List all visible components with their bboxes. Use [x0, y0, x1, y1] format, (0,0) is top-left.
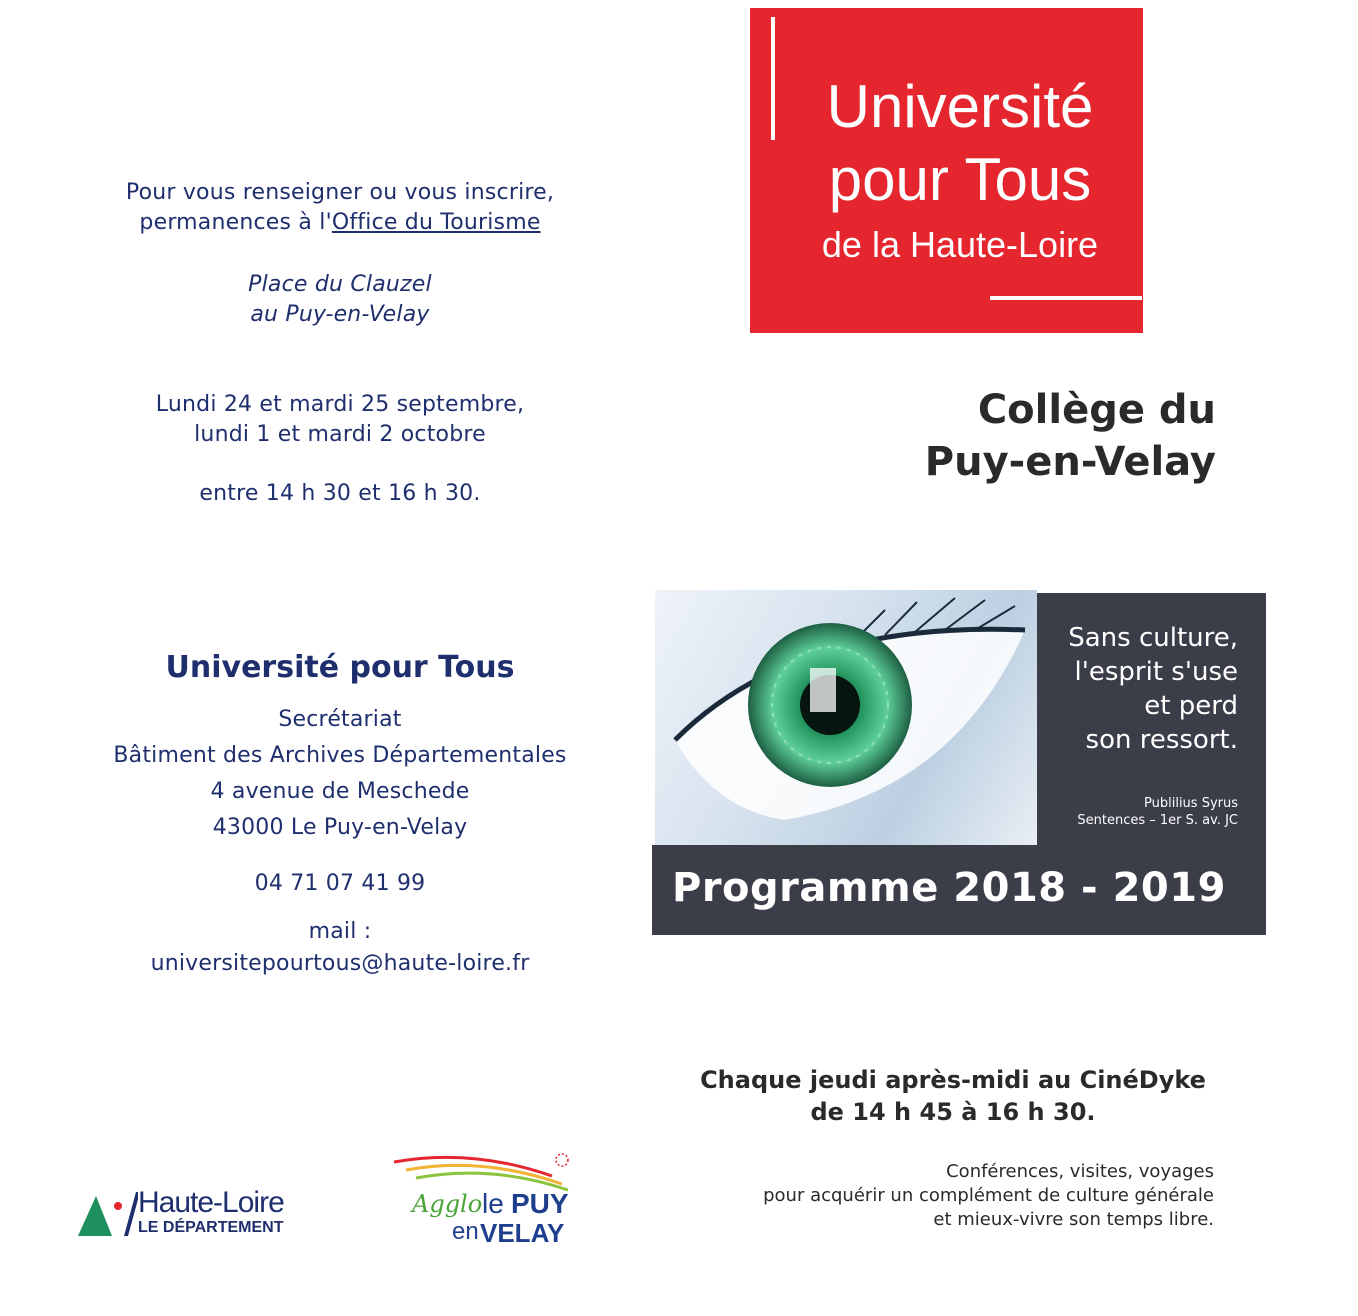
info-intro [60, 178, 620, 238]
tagline-line-3: et mieux-vivre son temps libre. [933, 1209, 1214, 1230]
contact-email[interactable]: universitepourtous@haute-loire.fr [150, 951, 530, 976]
schedule [680, 1064, 1226, 1128]
info-dates [60, 390, 620, 450]
office-tourisme-link[interactable]: Office du Tourisme [331, 210, 541, 235]
eye-icon [655, 590, 1037, 845]
college-title [880, 384, 1216, 488]
title-line-2: pour Tous [828, 146, 1092, 213]
tagline-line-1: Conférences, visites, voyages [946, 1161, 1214, 1182]
quote-line-1: Sans culture, [1068, 623, 1238, 653]
schedule-line-2: de 14 h 45 à 16 h 30. [810, 1098, 1096, 1126]
contact-secretariat: Secrétariat [278, 707, 402, 732]
title-line-3: de la Haute-Loire [821, 224, 1099, 265]
agglo-puy: PUY [511, 1188, 569, 1219]
place-line-1: Place du Clauzel [248, 272, 432, 297]
contact-city: 43000 Le Puy-en-Velay [212, 815, 468, 840]
info-hours: entre 14 h 30 et 16 h 30. [199, 481, 481, 506]
haute-loire-name: Haute-Loire [138, 1186, 284, 1219]
tagline-line-2: pour acquérir un complément de culture générale [763, 1185, 1214, 1206]
title-line-1: Université [826, 73, 1094, 140]
agglo-en: en [452, 1218, 479, 1245]
programme-title: Programme 2018 - 2019 [672, 865, 1226, 911]
title-vertical-rule [771, 17, 775, 140]
info-place [60, 270, 620, 330]
quote-line-2: l'esprit s'use [1074, 657, 1238, 687]
quote-line-4: son ressort. [1085, 725, 1238, 755]
haute-loire-logo [78, 1186, 318, 1242]
contact-phone: 04 71 07 41 99 [254, 871, 426, 896]
college-line-1: Collège du [977, 387, 1216, 433]
quote-line-3: et perd [1144, 691, 1238, 721]
quote-attribution [1038, 795, 1238, 829]
title-horizontal-rule [990, 296, 1142, 300]
agglo-velay: VELAY [480, 1218, 565, 1248]
tagline [660, 1160, 1214, 1232]
contact-building: Bâtiment des Archives Départementales [113, 743, 567, 768]
contact-block [60, 648, 620, 980]
intro-line-1: Pour vous renseigner ou vous inscrire, [125, 180, 555, 205]
intro-line-2-prefix: permanences à l' [139, 210, 332, 235]
contact-street: 4 avenue de Meschede [210, 779, 470, 804]
mountain-icon [78, 1192, 138, 1236]
quote-text [1038, 621, 1238, 757]
place-line-2: au Puy-en-Velay [250, 302, 430, 327]
schedule-line-1: Chaque jeudi après-midi au CinéDyke [700, 1066, 1206, 1094]
contact-heading: Université pour Tous [165, 650, 515, 685]
quote-author: Publilius Syrus [1144, 796, 1238, 811]
intro-line-2 [60, 208, 620, 238]
agglo-script: Agglo [412, 1190, 483, 1218]
agglo-le: le [482, 1188, 504, 1219]
dates-line-2: lundi 1 et mardi 2 octobre [194, 422, 486, 447]
quote-box [1037, 593, 1266, 845]
dates-line-1: Lundi 24 et mardi 25 septembre, [155, 392, 525, 417]
haute-loire-sub: LE DÉPARTEMENT [138, 1219, 284, 1236]
college-line-2: Puy-en-Velay [924, 439, 1216, 485]
programme-banner [652, 845, 1266, 935]
contact-mail-label: mail : [308, 919, 372, 944]
agglo-logo [392, 1150, 582, 1250]
eye-photo [655, 590, 1037, 845]
quote-source: Sentences – 1er S. av. JC [1077, 813, 1238, 828]
